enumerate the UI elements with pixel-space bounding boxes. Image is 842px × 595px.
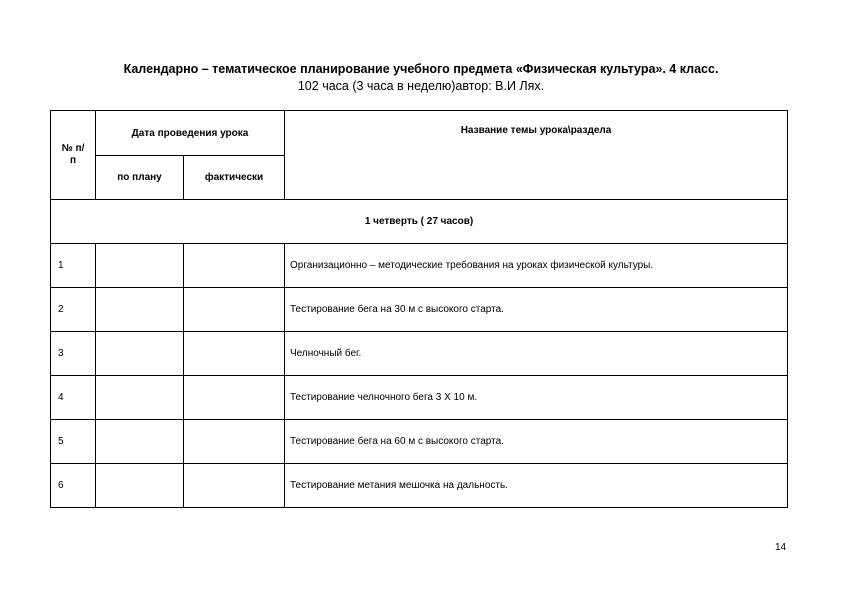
table-row <box>51 244 788 288</box>
header-date: Дата проведения урока <box>96 111 285 156</box>
row-actual-date <box>184 376 285 420</box>
row-topic: Тестирование челночного бега 3 X 10 м. <box>285 376 788 420</box>
row-topic: Тестирование метания мешочка на дальность. <box>285 464 788 508</box>
row-plan-date <box>96 244 184 288</box>
row-plan-date <box>96 420 184 464</box>
row-topic: Организационно – методические требования на уроках физической культуры. <box>285 244 788 288</box>
table-header-row <box>51 111 788 156</box>
page-number: 14 <box>775 542 787 553</box>
row-plan-date <box>96 376 184 420</box>
header-topic: Название темы урока\раздела <box>285 111 788 200</box>
row-topic: Тестирование бега на 60 м с высокого старта. <box>285 420 788 464</box>
header-plan: по плану <box>96 156 184 200</box>
row-plan-date <box>96 288 184 332</box>
row-number: 3 <box>51 332 96 376</box>
header-actual: фактически <box>184 156 285 200</box>
table-row <box>51 332 788 376</box>
row-actual-date <box>184 244 285 288</box>
table-row <box>51 376 788 420</box>
lesson-plan-table <box>50 110 788 508</box>
row-number: 6 <box>51 464 96 508</box>
row-number: 4 <box>51 376 96 420</box>
row-topic: Тестирование бега на 30 м с высокого старта. <box>285 288 788 332</box>
row-topic: Челночный бег. <box>285 332 788 376</box>
row-number: 5 <box>51 420 96 464</box>
row-actual-date <box>184 420 285 464</box>
title-main: Календарно – тематическое планирование учебного предмета «Физическая культура». 4 класс. <box>123 62 719 76</box>
row-number: 1 <box>51 244 96 288</box>
header-number: № п/п <box>51 111 96 200</box>
title-subtitle: 102 часа (3 часа в неделю)автор: В.И Лях. <box>297 79 545 93</box>
row-actual-date <box>184 288 285 332</box>
row-plan-date <box>96 464 184 508</box>
table-row <box>51 288 788 332</box>
quarter-row <box>51 200 788 244</box>
row-actual-date <box>184 464 285 508</box>
row-plan-date <box>96 332 184 376</box>
table-row <box>51 464 788 508</box>
row-number: 2 <box>51 288 96 332</box>
quarter-label: 1 четверть ( 27 часов) <box>51 200 788 244</box>
table-row <box>51 420 788 464</box>
document-title <box>0 61 842 95</box>
row-actual-date <box>184 332 285 376</box>
